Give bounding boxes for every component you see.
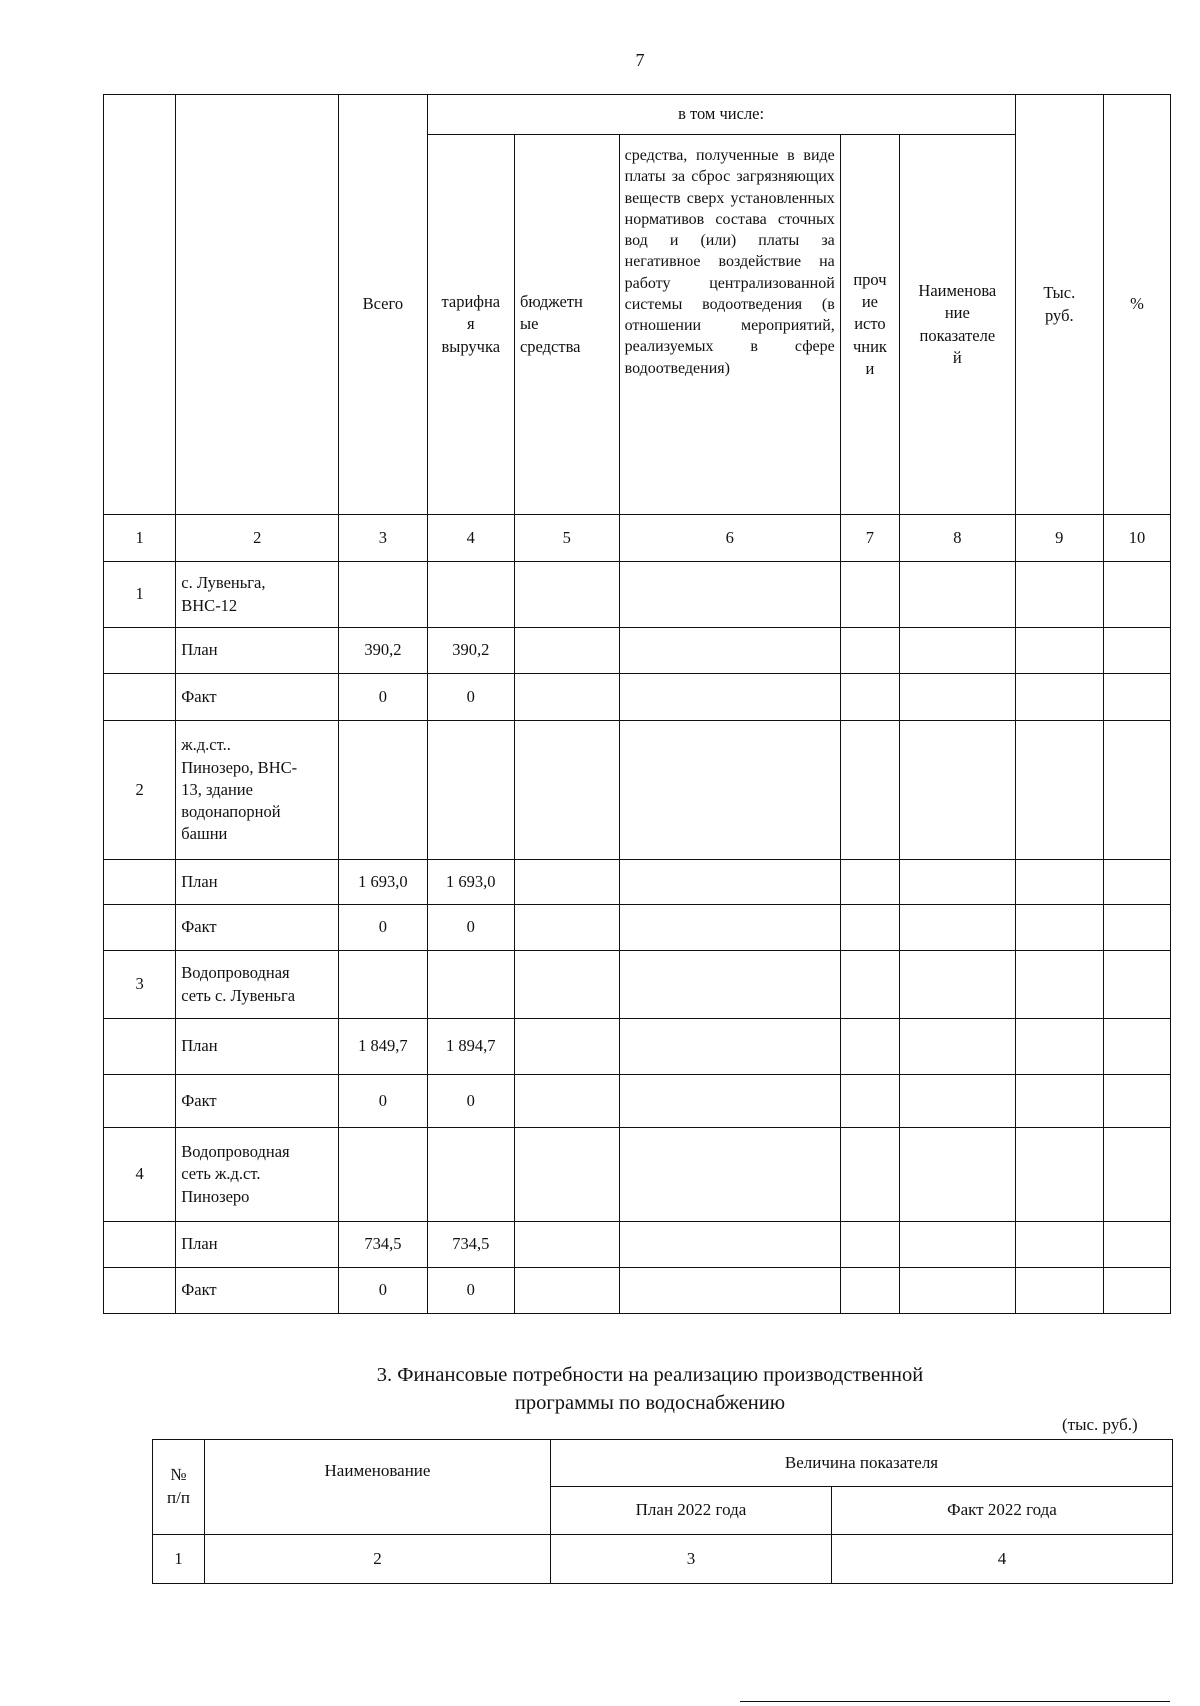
- object-number: 1: [104, 562, 176, 628]
- units-label: (тыс. руб.): [1062, 1415, 1138, 1434]
- fact-total-value: 0: [339, 905, 427, 951]
- header-row-1: [104, 95, 1171, 135]
- col-number: 2: [176, 515, 339, 562]
- col-number: 10: [1104, 515, 1171, 562]
- fact-label: Факт: [176, 674, 339, 721]
- bottom-rule: [740, 1701, 1170, 1702]
- object-number: 3: [104, 951, 176, 1019]
- plan-tariff-value: 1 693,0: [427, 860, 514, 905]
- col-number: 1: [153, 1535, 205, 1584]
- object-name: с. Лувеньга, ВНС-12: [176, 562, 339, 628]
- col-number: 7: [840, 515, 899, 562]
- fact-total-value: 0: [339, 1268, 427, 1314]
- plan-tariff-value: 734,5: [427, 1222, 514, 1268]
- header-sredstva: средства, полученные в виде платы за сброс загрязняющих веществ сверх установленных нормативов состава сточных вод и (или) платы за негативное воздействие на работу централизованной системы водоотведения (в отношении мероприятий, реализуемых в сфере водоотведения): [619, 135, 840, 515]
- fact-total-value: 0: [339, 1075, 427, 1128]
- plan-row: [104, 1019, 1171, 1075]
- plan-total-value: 390,2: [339, 628, 427, 674]
- fact-tariff-value: 0: [427, 674, 514, 721]
- plan-total-value: 1 849,7: [339, 1019, 427, 1075]
- col-number: 9: [1015, 515, 1103, 562]
- header-percent: %: [1104, 95, 1171, 515]
- section-title-line-2: программы по водоснабжению: [514, 1392, 786, 1414]
- plan-total-value: 734,5: [339, 1222, 427, 1268]
- col-number: 3: [551, 1535, 832, 1584]
- col-number: 3: [339, 515, 427, 562]
- col-number: 2: [205, 1535, 551, 1584]
- header-tarifnaya: тарифна я выручка: [427, 135, 514, 515]
- page-number: 7: [635, 50, 645, 70]
- object-row: [104, 951, 1171, 1019]
- object-row: [104, 1128, 1171, 1222]
- col-number: 4: [427, 515, 514, 562]
- plan-label: План: [176, 1019, 339, 1075]
- object-number: 4: [104, 1128, 176, 1222]
- header-byudzhetnye: бюджетн ые средства: [514, 135, 619, 515]
- fact-total-value: 0: [339, 674, 427, 721]
- plan-row: [104, 628, 1171, 674]
- fact-row: [104, 674, 1171, 721]
- plan-total-value: 1 693,0: [339, 860, 427, 905]
- col-number: 1: [104, 515, 176, 562]
- plan-tariff-value: 1 894,7: [427, 1019, 514, 1075]
- section-title-line-1: 3. Финансовые потребности на реализацию производственной: [376, 1364, 924, 1386]
- plan-tariff-value: 390,2: [427, 628, 514, 674]
- header-vsego: Всего: [339, 95, 427, 515]
- header-number: № п/п: [153, 1440, 205, 1535]
- fact-label: Факт: [176, 1075, 339, 1128]
- object-row: [104, 562, 1171, 628]
- header-value: Величина показателя: [551, 1440, 1173, 1487]
- fact-tariff-value: 0: [427, 1268, 514, 1314]
- header-blank-1: [104, 95, 176, 515]
- investment-table: [103, 94, 1171, 1314]
- plan-label: План: [176, 1222, 339, 1268]
- column-numbers-row: [104, 515, 1171, 562]
- plan-row: [104, 1222, 1171, 1268]
- header-tys-rub: Тыс. руб.: [1015, 95, 1103, 515]
- fact-row: [104, 1268, 1171, 1314]
- plan-label: План: [176, 628, 339, 674]
- col-number: 4: [832, 1535, 1173, 1584]
- header-blank-2: [176, 95, 339, 515]
- plan-label: План: [176, 860, 339, 905]
- col-number: 5: [514, 515, 619, 562]
- fact-tariff-value: 0: [427, 905, 514, 951]
- fact-label: Факт: [176, 1268, 339, 1314]
- t2-numbers-row: [153, 1535, 1173, 1584]
- fact-tariff-value: 0: [427, 1075, 514, 1128]
- header-fact: Факт 2022 года: [832, 1487, 1173, 1535]
- object-name: Водопроводная сеть ж.д.ст. Пинозеро: [176, 1128, 339, 1222]
- fact-label: Факт: [176, 905, 339, 951]
- financial-needs-table: [152, 1439, 1173, 1584]
- header-prochie: проч ие исто чник и: [840, 135, 899, 515]
- header-name: Наименование: [205, 1440, 551, 1535]
- object-row: [104, 721, 1171, 860]
- header-plan: План 2022 года: [551, 1487, 832, 1535]
- object-name: ж.д.ст.. Пинозеро, ВНС- 13, здание водонапорной башни: [176, 721, 339, 860]
- plan-row: [104, 860, 1171, 905]
- object-number: 2: [104, 721, 176, 860]
- header-naimenovanie-pokazatelei: Наименова ние показателе й: [900, 135, 1015, 515]
- object-name: Водопроводная сеть с. Лувеньга: [176, 951, 339, 1019]
- fact-row: [104, 905, 1171, 951]
- fact-row: [104, 1075, 1171, 1128]
- header-v-tom-chisle: в том числе:: [427, 95, 1015, 135]
- t2-header-row-1: [153, 1440, 1173, 1487]
- col-number: 6: [619, 515, 840, 562]
- col-number: 8: [900, 515, 1015, 562]
